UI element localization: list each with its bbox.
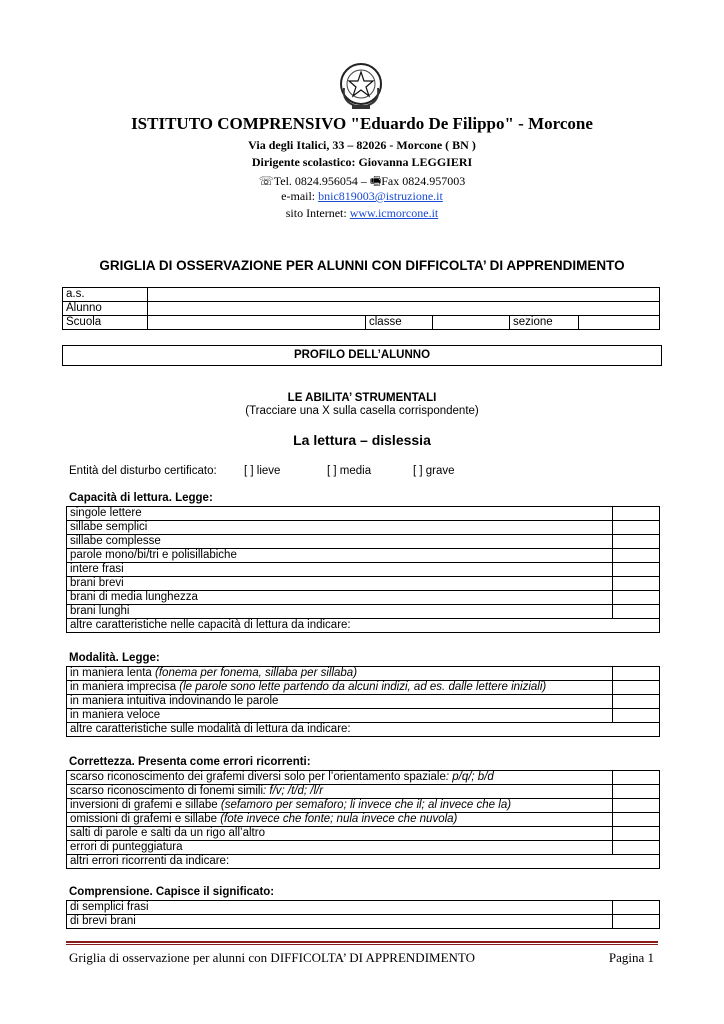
table-row: brani lunghi bbox=[67, 605, 660, 619]
check-cell[interactable] bbox=[613, 591, 660, 605]
table-row: altre caratteristiche nelle capacità di lettura da indicare: bbox=[67, 619, 660, 633]
footer-rule-thin bbox=[66, 944, 658, 945]
fax-text: Fax 0824.957003 bbox=[381, 174, 466, 188]
abilita-title: LE ABILITA’ STRUMENTALI bbox=[287, 392, 437, 404]
check-cell[interactable] bbox=[613, 507, 660, 521]
label-alunno: Alunno bbox=[63, 302, 148, 316]
check-cell[interactable] bbox=[613, 799, 660, 813]
abilita-instruction: (Tracciare una X sulla casella corrispondente) bbox=[245, 405, 479, 417]
table-row: altri errori ricorrenti da indicare: bbox=[67, 855, 660, 869]
label-scuola: Scuola bbox=[63, 316, 148, 330]
table-row: intere frasi bbox=[67, 563, 660, 577]
table-row: in maniera imprecisa (le parole sono lette partendo da alcuni indizi, ad es. dalle lettere iniziali) bbox=[67, 681, 660, 695]
footer-doc-title: Griglia di osservazione per alunni con DIFFICOLTA’ DI APPRENDIMENTO bbox=[69, 950, 476, 965]
table-row: di brevi brani bbox=[67, 915, 660, 929]
table-row: omissioni di grafemi e sillabe (fote invece che fonte; nula invece che nuvola) bbox=[67, 813, 660, 827]
modalita-table bbox=[66, 666, 660, 737]
check-cell[interactable] bbox=[613, 605, 660, 619]
check-cell[interactable] bbox=[613, 901, 660, 915]
table-row: scarso riconoscimento di fonemi simili: f/v; /t/d; /l/r bbox=[67, 785, 660, 799]
correttezza-heading: Correttezza. Presenta come errori ricorrenti: bbox=[69, 756, 311, 768]
check-cell[interactable] bbox=[613, 681, 660, 695]
phone-icon: ☏ bbox=[258, 174, 274, 188]
check-cell[interactable] bbox=[613, 695, 660, 709]
check-cell[interactable] bbox=[613, 667, 660, 681]
table-row: errori di punteggiatura bbox=[67, 841, 660, 855]
entita-grave[interactable]: [ ] grave bbox=[413, 465, 455, 477]
school-address: Via degli Italici, 33 – 82026 - Morcone ( BN ) bbox=[248, 138, 476, 152]
table-row: scarso riconoscimento dei grafemi diversi solo per l’orientamento spaziale: p/q/; b/d bbox=[67, 771, 660, 785]
table-row: in maniera intuitiva indovinando le parole bbox=[67, 695, 660, 709]
phone-text: Tel. 0824.956054 – bbox=[273, 174, 370, 188]
sezione-field[interactable] bbox=[579, 316, 660, 330]
fax-icon: 🖷 bbox=[369, 174, 382, 188]
table-row: parole mono/bi/tri e polisillabiche bbox=[67, 549, 660, 563]
school-name: ISTITUTO COMPRENSIVO "Eduardo De Filippo" - Morcone bbox=[131, 114, 593, 133]
footer-rule bbox=[66, 941, 658, 943]
lettura-title: La lettura – dislessia bbox=[293, 432, 431, 448]
check-cell[interactable] bbox=[613, 521, 660, 535]
capacita-heading: Capacità di lettura. Legge: bbox=[69, 492, 213, 504]
alunno-field[interactable] bbox=[148, 302, 660, 316]
modalita-heading: Modalità. Legge: bbox=[69, 652, 160, 664]
comprensione-table bbox=[66, 900, 660, 929]
scuola-field[interactable] bbox=[148, 316, 366, 330]
check-cell[interactable] bbox=[613, 827, 660, 841]
italian-republic-emblem bbox=[338, 58, 384, 112]
label-as: a.s. bbox=[63, 288, 148, 302]
contact-email: e-mail: bnic819003@istruzione.it bbox=[281, 189, 443, 203]
table-row: sillabe complesse bbox=[67, 535, 660, 549]
table-row: brani di media lunghezza bbox=[67, 591, 660, 605]
table-row: in maniera lenta (fonema per fonema, sillaba per sillaba) bbox=[67, 667, 660, 681]
website-link[interactable]: www.icmorcone.it bbox=[349, 206, 439, 220]
profile-heading: PROFILO DELL’ALUNNO bbox=[62, 345, 662, 366]
student-info-table bbox=[62, 287, 660, 330]
school-principal: Dirigente scolastico: Giovanna LEGGIERI bbox=[251, 155, 473, 169]
comprensione-heading: Comprensione. Capisce il significato: bbox=[69, 886, 275, 898]
check-cell[interactable] bbox=[613, 915, 660, 929]
table-row: singole lettere bbox=[67, 507, 660, 521]
entita-media[interactable]: [ ] media bbox=[327, 465, 372, 477]
page-title: GRIGLIA DI OSSERVAZIONE PER ALUNNI CON DIFFICOLTA’ DI APPRENDIMENTO bbox=[99, 258, 625, 273]
check-cell[interactable] bbox=[613, 563, 660, 577]
classe-field[interactable] bbox=[433, 316, 510, 330]
check-cell[interactable] bbox=[613, 577, 660, 591]
table-row: in maniera veloce bbox=[67, 709, 660, 723]
check-cell[interactable] bbox=[613, 785, 660, 799]
correttezza-table bbox=[66, 770, 660, 869]
table-row: altre caratteristiche sulle modalità di lettura da indicare: bbox=[67, 723, 660, 737]
table-row: salti di parole e salti da un rigo all’altro bbox=[67, 827, 660, 841]
contact-site: sito Internet: www.icmorcone.it bbox=[285, 206, 439, 220]
label-classe: classe bbox=[366, 316, 433, 330]
check-cell[interactable] bbox=[613, 771, 660, 785]
check-cell[interactable] bbox=[613, 549, 660, 563]
footer-page-number: Pagina 1 bbox=[608, 950, 654, 965]
entita-label: Entità del disturbo certificato: bbox=[69, 465, 217, 477]
table-row: sillabe semplici bbox=[67, 521, 660, 535]
as-field[interactable] bbox=[148, 288, 660, 302]
check-cell[interactable] bbox=[613, 709, 660, 723]
check-cell[interactable] bbox=[613, 813, 660, 827]
table-row: brani brevi bbox=[67, 577, 660, 591]
email-link[interactable]: bnic819003@istruzione.it bbox=[318, 189, 443, 203]
table-row: di semplici frasi bbox=[67, 901, 660, 915]
check-cell[interactable] bbox=[613, 841, 660, 855]
capacita-table bbox=[66, 506, 660, 633]
check-cell[interactable] bbox=[613, 535, 660, 549]
label-sezione: sezione bbox=[510, 316, 579, 330]
table-row: inversioni di grafemi e sillabe (sefamoro per semaforo; li invece che il; al invece che la) bbox=[67, 799, 660, 813]
entita-lieve[interactable]: [ ] lieve bbox=[244, 465, 281, 477]
